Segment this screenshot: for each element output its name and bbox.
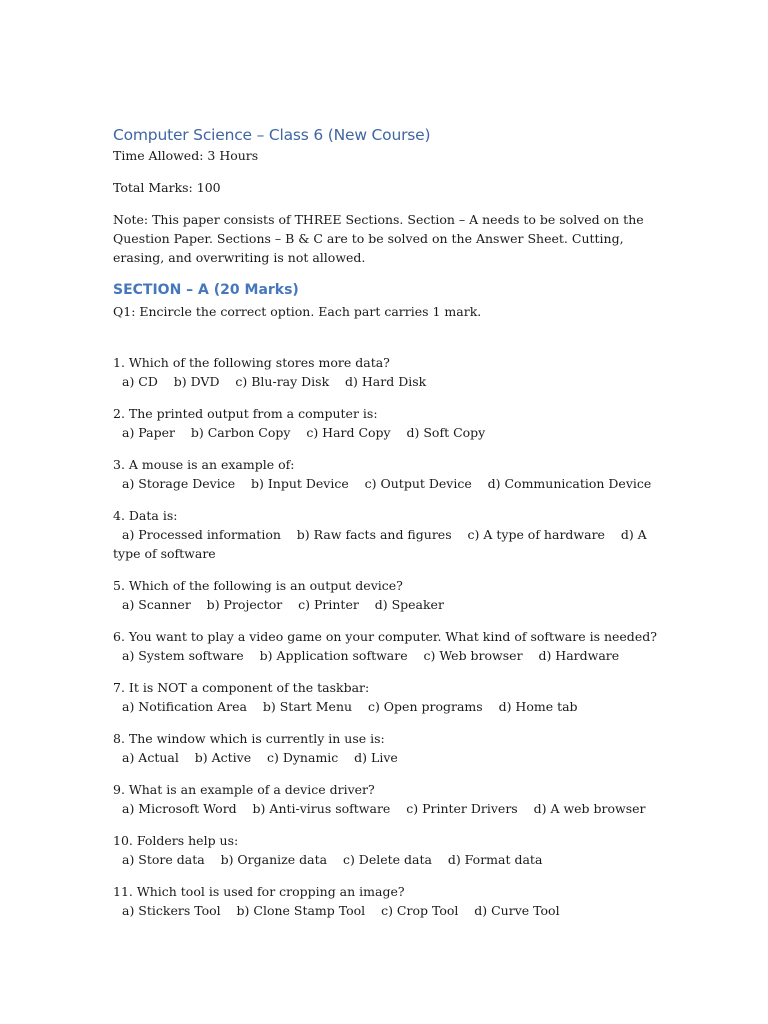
- question-item: [113, 576, 658, 614]
- question-stem: 2. The printed output from a computer is:: [113, 406, 378, 421]
- question-stem: 4. Data is:: [113, 508, 178, 523]
- question-stem: 7. It is NOT a component of the taskbar:: [113, 680, 370, 695]
- question-item: [113, 831, 658, 869]
- question-item: [113, 627, 658, 665]
- section-a-heading: SECTION – A (20 Marks): [113, 282, 299, 298]
- question-item: [113, 678, 658, 716]
- time-allowed: Time Allowed: 3 Hours: [113, 148, 259, 163]
- total-marks: Total Marks: 100: [113, 180, 221, 195]
- question-stem: 11. Which tool is used for cropping an image?: [113, 884, 405, 899]
- question-item: [113, 882, 658, 920]
- question-options: a) Actual b) Active c) Dynamic d) Live: [122, 750, 398, 765]
- question-item: [113, 353, 658, 391]
- question-options: a) CD b) DVD c) Blu-ray Disk d) Hard Disk: [122, 374, 427, 389]
- question-options: a) Processed information b) Raw facts and figures c) A type of hardware d) A type of software: [113, 527, 651, 561]
- question-options: a) Notification Area b) Start Menu c) Open programs d) Home tab: [122, 699, 578, 714]
- question-item: [113, 455, 658, 493]
- question-stem: 5. Which of the following is an output device?: [113, 578, 403, 593]
- question-stem: 10. Folders help us:: [113, 833, 239, 848]
- question-options: a) Microsoft Word b) Anti-virus software c) Printer Drivers d) A web browser: [122, 801, 646, 816]
- question-list: [113, 353, 658, 920]
- question-options: a) Scanner b) Projector c) Printer d) Speaker: [122, 597, 444, 612]
- document-content: [113, 124, 658, 933]
- question-stem: 8. The window which is currently in use is:: [113, 731, 385, 746]
- question-options: a) Store data b) Organize data c) Delete data d) Format data: [122, 852, 543, 867]
- question-stem: 3. A mouse is an example of:: [113, 457, 295, 472]
- question-options: a) Paper b) Carbon Copy c) Hard Copy d) Soft Copy: [122, 425, 486, 440]
- question-item: [113, 404, 658, 442]
- question-options: a) Storage Device b) Input Device c) Output Device d) Communication Device: [122, 476, 652, 491]
- question-item: [113, 780, 658, 818]
- instructions-note: Note: This paper consists of THREE Sections. Section – A needs to be solved on the Question Paper. Sections – B & C are to be solved on the Answer Sheet. Cutting, erasing, and overwriting is not allowed.: [113, 212, 644, 265]
- paper-title: Computer Science – Class 6 (New Course): [113, 126, 431, 144]
- question-stem: 9. What is an example of a device driver?: [113, 782, 375, 797]
- question-item: [113, 506, 658, 563]
- question-stem: 6. You want to play a video game on your computer. What kind of software is needed?: [113, 629, 657, 644]
- question-item: [113, 729, 658, 767]
- section-a-instruction: Q1: Encircle the correct option. Each part carries 1 mark.: [113, 304, 482, 319]
- question-options: a) System software b) Application software c) Web browser d) Hardware: [122, 648, 620, 663]
- question-stem: 1. Which of the following stores more data?: [113, 355, 390, 370]
- question-options: a) Stickers Tool b) Clone Stamp Tool c) Crop Tool d) Curve Tool: [122, 903, 560, 918]
